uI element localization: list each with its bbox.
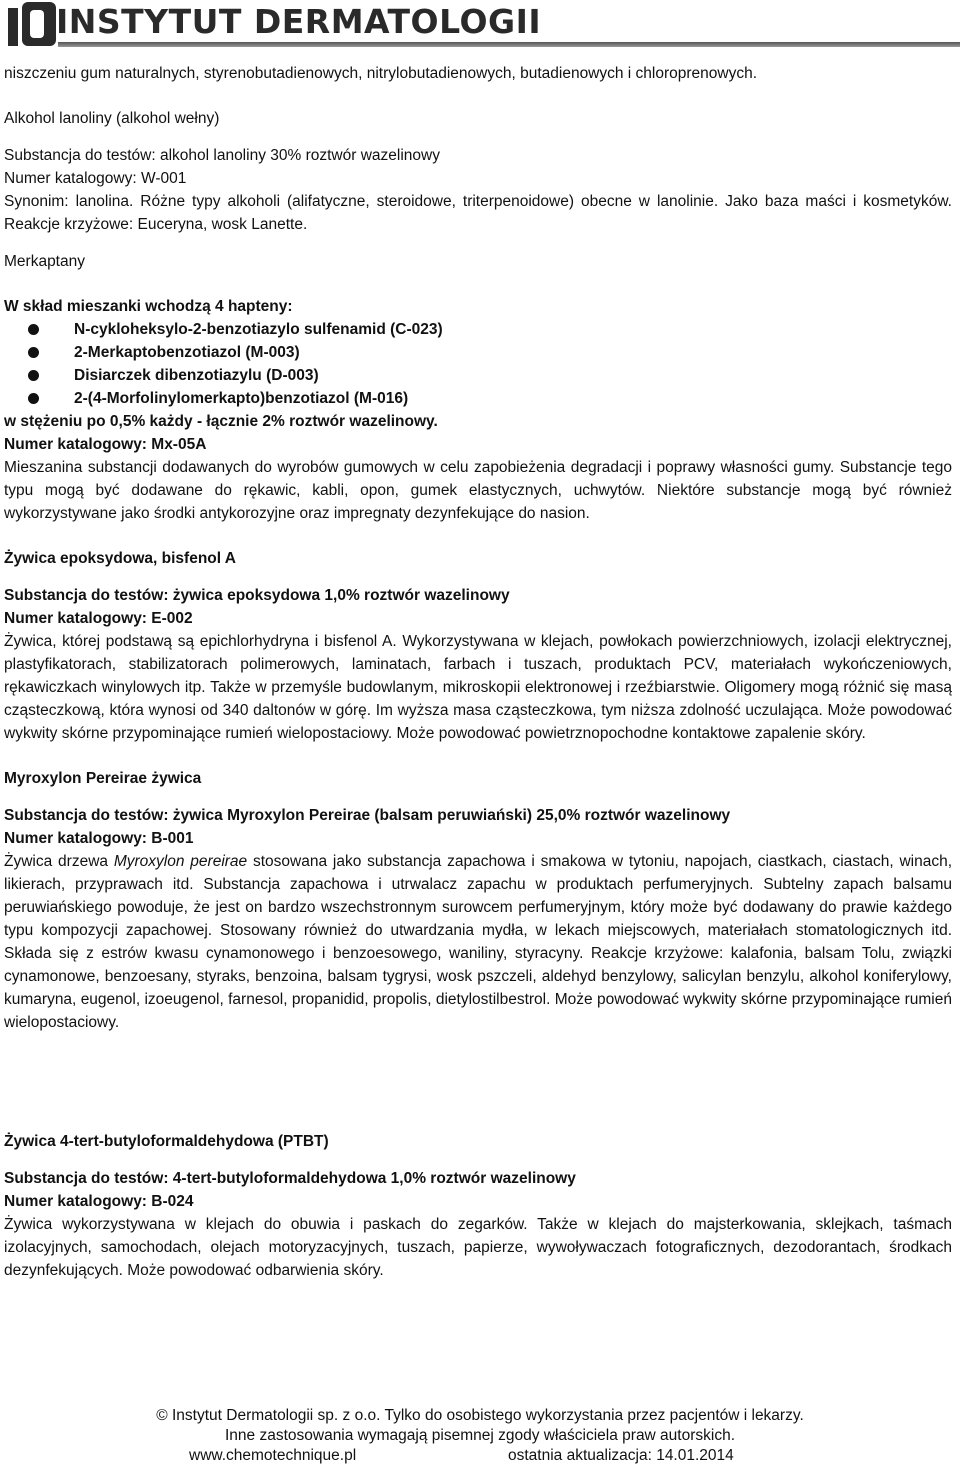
- list-item: N-cykloheksylo-2-benzotiazylo sulfenamid (C-023): [4, 318, 952, 341]
- bullet-icon: [28, 347, 39, 358]
- ptbt-substance: Substancja do testów: 4-tert-butyloformaldehydowa 1,0% roztwór wazelinowy: [4, 1170, 576, 1187]
- epoxy-section: [4, 547, 952, 745]
- myroxylon-section: [4, 767, 952, 1034]
- epoxy-description: Żywica, której podstawą są epichlorhydryna i bisfenol A. Wykorzystywana w klejach, powłokach powierzchniowych, izolacji elektrycznej, plastyfikatorach, stabilizatorach polimerowych, laminatach, farbach i tuszach, produktach PCV, materiałach wykończeniowych, rękawiczkach winylowych itp. Także w przemyśle budowlanym, mikroskopii elektronowej i rzeźbiarstwie. Oligomery mogą różnić się masą cząsteczkową, która wynosi od 340 daltonów w górę. Im wyższa masa cząsteczkowa, tym niższa zdolność uczulająca. Może powodować wykwity skórne przypominające rumień wielopostaciowy. Może powodować powietrznopochodne kontaktowe zapalenie skóry.: [4, 633, 952, 742]
- intro-line: niszczeniu gum naturalnych, styrenobutadienowych, nitrylobutadienowych, butadienowych i chloroprenowych.: [4, 65, 758, 82]
- mercaptans-section: [4, 250, 952, 525]
- ptbt-section: [4, 1130, 952, 1282]
- epoxy-catalog: Numer katalogowy: E-002: [4, 610, 193, 627]
- myroxylon-description: Żywica drzewa Myroxylon pereirae stosowana jako substancja zapachowa i smakowa w tytoniu, napojach, ciastkach, ciastach, winach, likierach, przyprawach itd. Substancja zapachowa i utrwalacz zapachu w produktach perfumeryjnych. Subtelny zapach balsamu peruwiańskiego powoduje, że jest on bardzo wszechstronnym surowcem perfumeryjnym, który może być dodawany do prawie każdego typu kompozycji zapachowej. Stosowany również do utwardzania mydła, w lekach miejscowych, materiałach stomatologicznych itd. Składa się z estrów kwasu cynamonowego i benzoesowego, waniliny, styracyny. Reakcje krzyżowe: kalafonia, balsam Tolu, związki cynamonowe, benzoesany, styraks, benzoina, balsam tygrysi, wosk pszczeli, aldehyd benzylowy, salicylan benzylu, alkohol koniferylowy, kumaryna, eugenol, izoeugenol, farnesol, propanidid, propolis, dietylostilbestrol. Może powodować wykwity skórne przypominające rumień wielopostaciowy.: [4, 853, 953, 1031]
- list-item: Disiarczek dibenzotiazylu (D-003): [4, 364, 952, 387]
- lanolin-section: [4, 107, 952, 236]
- list-item: 2-(4-Morfolinylomerkapto)benzotiazol (M-016): [4, 387, 952, 410]
- mercaptans-intro: W skład mieszanki wchodzą 4 hapteny:: [4, 298, 293, 315]
- page-footer: [0, 1406, 960, 1466]
- bullet-icon: [28, 370, 39, 381]
- header-rule: [58, 42, 960, 47]
- ptbt-description: Żywica wykorzystywana w klejach do obuwia i paskach do zegarków. Także w klejach do majsterkowania, sklejkach, taśmach izolacyjnych, samochodach, olejach motoryzacyjnych, tuszach, papierze, wywoływaczach fotograficznych, dezodorantach, środkach dezynfekujących. Może powodować odbarwienia skóry.: [4, 1216, 952, 1279]
- lanolin-description: Synonim: lanolina. Różne typy alkoholi (alifatyczne, steroidowe, triterpenoidowe) obecne w lanolinie. Jako baza maści i kosmetyków. Reakcje krzyżowe: Euceryna, wosk Lanette.: [4, 193, 952, 233]
- ptbt-catalog: Numer katalogowy: B-024: [4, 1193, 194, 1210]
- myroxylon-catalog: Numer katalogowy: B-001: [4, 830, 194, 847]
- brand-name: INSTYTUT DERMATOLOGII: [56, 2, 542, 41]
- lanolin-title: Alkohol lanoliny (alkohol wełny): [4, 110, 220, 127]
- bullet-icon: [28, 393, 39, 404]
- epoxy-title: Żywica epoksydowa, bisfenol A: [4, 550, 236, 567]
- page-header: [0, 0, 960, 48]
- institute-logo: [8, 2, 58, 46]
- myroxylon-substance: Substancja do testów: żywica Myroxylon Pereirae (balsam peruwiański) 25,0% roztwór wazelinowy: [4, 807, 731, 824]
- epoxy-substance: Substancja do testów: żywica epoksydowa 1,0% roztwór wazelinowy: [4, 587, 510, 604]
- mercaptans-catalog: Numer katalogowy: Mx-05A: [4, 436, 207, 453]
- species-name: Myroxylon pereirae: [113, 853, 248, 870]
- footer-updated: ostatnia aktualizacja: 14.01.2014: [508, 1447, 734, 1464]
- footer-url: www.chemotechnique.pl: [189, 1447, 357, 1464]
- mercaptans-title: Merkaptany: [4, 253, 85, 270]
- list-item: 2-Merkaptobenzotiazol (M-003): [4, 341, 952, 364]
- lanolin-substance: Substancja do testów: alkohol lanoliny 30% roztwór wazelinowy: [4, 147, 440, 164]
- ptbt-title: Żywica 4-tert-butyloformaldehydowa (PTBT): [4, 1133, 329, 1150]
- footer-usage: Inne zastosowania wymagają pisemnej zgody właściciela praw autorskich.: [224, 1427, 736, 1444]
- lanolin-catalog: Numer katalogowy: W-001: [4, 170, 187, 187]
- hapten-list: [4, 318, 952, 410]
- mercaptans-description: Mieszanina substancji dodawanych do wyrobów gumowych w celu zapobieżenia degradacji i poprawy własności gumy. Substancje tego typu mogą być dodawane do rękawic, kabli, opon, gumek elastycznych, uchwytów. Niektóre substancje mogą być również wykorzystywane jako środki antykorozyjne oraz impregnaty dezynfekujące do nasion.: [4, 459, 952, 522]
- footer-copyright: © Instytut Dermatologii sp. z o.o. Tylko do osobistego wykorzystania przez pacjentów i lekarzy.: [156, 1407, 804, 1424]
- bullet-icon: [28, 324, 39, 335]
- document-body: [4, 62, 952, 1282]
- mercaptans-concentration: w stężeniu po 0,5% każdy - łącznie 2% roztwór wazelinowy.: [4, 413, 438, 430]
- myroxylon-title: Myroxylon Pereirae żywica: [4, 770, 202, 787]
